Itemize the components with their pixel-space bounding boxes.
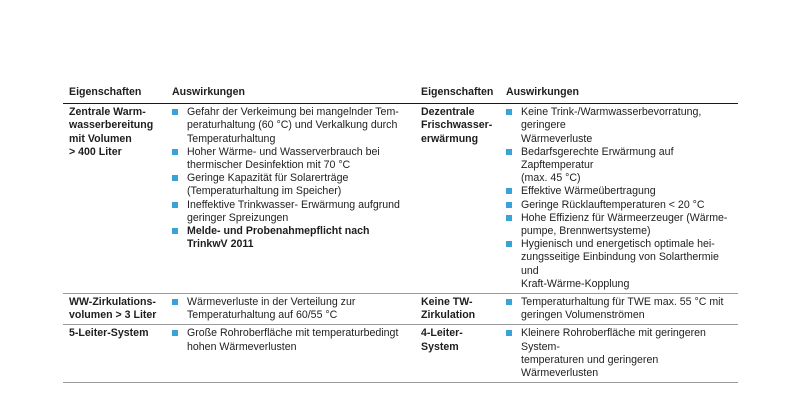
table-body	[63, 104, 738, 383]
effect-item	[506, 327, 738, 380]
square-bullet-icon	[172, 228, 178, 234]
effect-text: Effektive Wärmeübertragung	[521, 185, 656, 198]
effect-text: Bedarfsgerechte Erwärmung auf Zapftemperatur (max. 45 °C)	[521, 145, 674, 185]
effect-text: Ineffektive Trinkwasser- Erwärmung aufgrund geringer Spreizungen	[187, 198, 400, 224]
square-bullet-icon	[506, 299, 512, 305]
effect-text: Wärmeverluste in der Verteilung zur Temperaturhaltung auf 60/55 °C	[187, 296, 356, 322]
square-bullet-icon	[506, 202, 512, 208]
effects-list	[506, 327, 738, 380]
property-left: 5-Leiter-System	[63, 325, 166, 383]
effect-item	[172, 199, 415, 225]
square-bullet-icon	[506, 149, 512, 155]
header-auswirkungen-left: Auswirkungen	[166, 80, 415, 104]
square-bullet-icon	[172, 109, 178, 115]
effects-right	[500, 104, 738, 294]
table-header-row	[63, 80, 738, 104]
square-bullet-icon	[172, 202, 178, 208]
effects-right	[500, 325, 738, 383]
square-bullet-icon	[172, 330, 178, 336]
effects-left	[166, 294, 415, 325]
effects-list	[172, 327, 415, 353]
effect-item	[172, 327, 415, 353]
effects-list	[506, 106, 738, 291]
property-left: WW-Zirkulations- volumen > 3 Liter	[63, 294, 166, 325]
effect-text: Geringe Rücklauftemperaturen < 20 °C	[521, 198, 705, 211]
square-bullet-icon	[172, 149, 178, 155]
effects-left	[166, 104, 415, 294]
comparison-table-container	[63, 80, 738, 383]
square-bullet-icon	[506, 188, 512, 194]
effect-text: Große Rohroberfläche mit temperaturbedingt hohen Wärmeverlusten	[187, 327, 399, 353]
square-bullet-icon	[172, 299, 178, 305]
square-bullet-icon	[172, 175, 178, 181]
effect-item	[506, 185, 738, 198]
effect-item	[506, 199, 738, 212]
effect-text: Keine Trink-/Warmwasserbevorratung, geringere Wärmeverluste	[521, 106, 702, 145]
effects-right	[500, 294, 738, 325]
effect-item	[506, 238, 738, 291]
table-row	[63, 325, 738, 383]
effect-text: Geringe Kapazität für Solarerträge (Temperaturhaltung im Speicher)	[187, 172, 349, 198]
effect-item	[172, 146, 415, 172]
effect-text: Hoher Wärme- und Wasserverbrauch bei thermischer Desinfektion mit 70 °C	[187, 145, 380, 172]
table-row	[63, 104, 738, 294]
header-eigenschaften-left: Eigenschaften	[63, 80, 166, 104]
table-row	[63, 294, 738, 325]
square-bullet-icon	[506, 330, 512, 336]
effect-item	[172, 296, 415, 322]
effect-text: Hygienisch und energetisch optimale hei- zungsseitige Einbindung von Solarthermie und Kraft-Wärme-Kopplung	[521, 238, 719, 290]
square-bullet-icon	[506, 215, 512, 221]
effect-item	[172, 172, 415, 198]
square-bullet-icon	[506, 241, 512, 247]
property-right: Dezentrale Frischwasser- erwärmung	[421, 106, 493, 145]
property-right: 4-Leiter-System	[415, 325, 500, 383]
effect-text: Temperaturhaltung für TWE max. 55 °C mit geringen Volumenströmen	[521, 296, 724, 322]
effects-list	[506, 296, 738, 322]
header-eigenschaften-right: Eigenschaften	[415, 80, 500, 104]
property-right: Keine TW- Zirkulation	[415, 294, 500, 325]
effect-text: Melde- und Probenahmepflicht nach TrinkwV 2011	[187, 225, 370, 251]
effect-item	[506, 212, 738, 238]
effect-item	[172, 106, 415, 146]
effects-list	[172, 106, 415, 251]
effect-item	[506, 106, 738, 146]
effects-list	[172, 296, 415, 322]
comparison-table	[63, 80, 738, 383]
effect-text: Kleinere Rohroberfläche mit geringeren System- temperaturen und geringeren Wärmeverlusten	[521, 327, 706, 380]
effect-item	[506, 296, 738, 322]
effect-item	[172, 225, 415, 251]
effect-text: Gefahr der Verkeimung bei mangelnder Tem- peraturhaltung (60 °C) und Verkalkung durch Temperaturhaltung	[187, 106, 399, 145]
effects-left	[166, 325, 415, 383]
header-auswirkungen-right: Auswirkungen	[500, 80, 738, 104]
square-bullet-icon	[506, 109, 512, 115]
effect-text: Hohe Effizienz für Wärmeerzeuger (Wärme- pumpe, Brennwertsysteme)	[521, 211, 728, 238]
property-left: Zentrale Warm- wasserbereitung mit Volumen > 400 Liter	[69, 106, 154, 158]
effect-item	[506, 146, 738, 186]
